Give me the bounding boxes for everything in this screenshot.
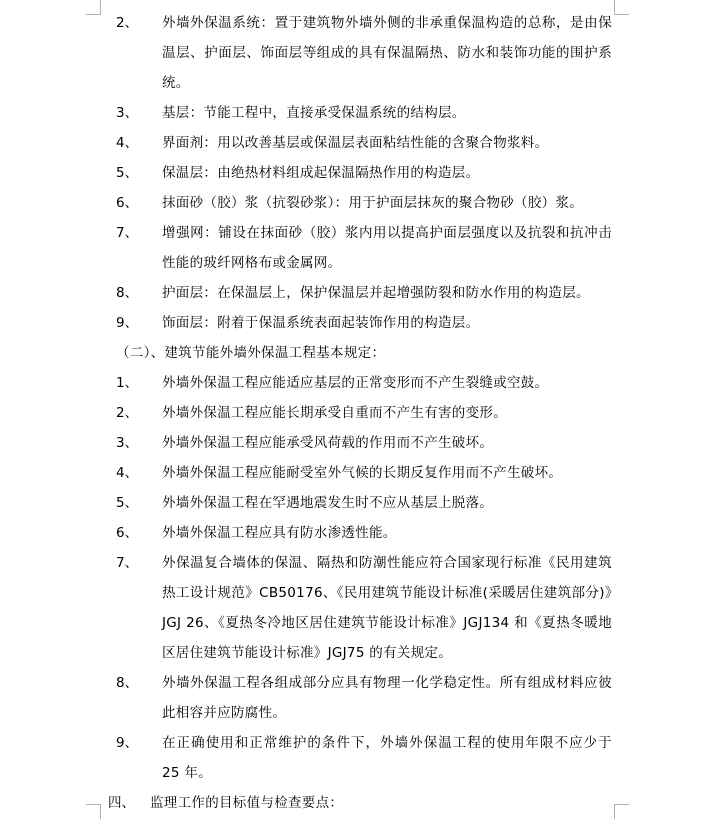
definition-text: 抹面砂（胶）浆（抗裂砂浆）：用于护面层抹灰的聚合物砂（胶）浆。 xyxy=(162,195,584,211)
definition-text: 外墙外保温系统：置于建筑物外墙外侧的非承重保温构造的总称，是由保温层、护面层、饰面层等组成的具有保温隔热、防水和装饰功能的围护系统。 xyxy=(162,15,612,91)
definition-number: 2、 xyxy=(116,15,139,31)
chapter-title: 监理工作的目标值与检查要点： xyxy=(150,795,344,811)
margin-mark-bottom-right xyxy=(614,804,629,819)
section-heading: （二）、建筑节能外墙外保温工程基本规定： xyxy=(116,345,386,361)
definition-text: 增强网：铺设在抹面砂（胶）浆内用以提高护面层强度以及抗裂和抗冲击性能的玻纤网格布或金属网。 xyxy=(162,225,612,271)
rule-number: 7、 xyxy=(116,555,139,571)
definition-number: 6、 xyxy=(116,195,139,211)
rule-text: 外墙外保温工程应能适应基层的正常变形而不产生裂缝或空鼓。 xyxy=(162,375,549,391)
definition-text: 饰面层：附着于保温系统表面起装饰作用的构造层。 xyxy=(162,315,480,331)
definition-number: 8、 xyxy=(116,285,139,301)
rule-text: 外墙外保温工程各组成部分应具有物理一化学稳定性。所有组成材料应彼此相容并应防腐性。 xyxy=(162,675,612,721)
definition-text: 保温层：由绝热材料组成起保温隔热作用的构造层。 xyxy=(162,165,480,181)
rule-text: 外墙外保温工程应能耐受室外气候的长期反复作用而不产生破坏。 xyxy=(162,465,563,481)
definition-text: 基层：节能工程中，直接承受保温系统的结构层。 xyxy=(162,105,466,121)
margin-mark-top-right xyxy=(614,0,629,15)
rule-number: 6、 xyxy=(116,525,139,541)
chapter-number: 四、 xyxy=(108,795,135,811)
rule-text: 外墙外保温工程应具有防水渗透性能。 xyxy=(162,525,397,541)
definition-number: 3、 xyxy=(116,105,139,121)
rule-text: 在正确使用和正常维护的条件下，外墙外保温工程的使用年限不应少于 25 年。 xyxy=(162,735,612,781)
rule-number: 9、 xyxy=(116,735,139,751)
definition-text: 界面剂：用以改善基层或保温层表面粘结性能的含聚合物浆料。 xyxy=(162,135,549,151)
rule-text: 外保温复合墙体的保温、隔热和防潮性能应符合国家现行标准《民用建筑热工设计规范》CB50176、《民用建筑节能设计标准(采暖居住建筑部分)》JGJ 26、《夏热冬冷地区居住建筑节能设计标准》JGJ134 和《夏热冬暖地区居住建筑节能设计标准》JGJ75 的有关规定。 xyxy=(162,555,612,661)
definition-number: 4、 xyxy=(116,135,139,151)
rule-number: 2、 xyxy=(116,405,139,421)
definition-number: 5、 xyxy=(116,165,139,181)
margin-mark-top-left xyxy=(86,0,101,15)
rule-number: 1、 xyxy=(116,375,139,391)
definition-number: 7、 xyxy=(116,225,139,241)
rule-text: 外墙外保温工程在罕遇地震发生时不应从基层上脱落。 xyxy=(162,495,494,511)
definition-number: 9、 xyxy=(116,315,139,331)
rule-text: 外墙外保温工程应能承受风荷载的作用而不产生破坏。 xyxy=(162,435,494,451)
rule-number: 8、 xyxy=(116,675,139,691)
rule-text: 外墙外保温工程应能长期承受自重而不产生有害的变形。 xyxy=(162,405,507,421)
margin-mark-bottom-left xyxy=(86,804,101,819)
rule-number: 4、 xyxy=(116,465,139,481)
rule-number: 3、 xyxy=(116,435,139,451)
rule-number: 5、 xyxy=(116,495,139,511)
definition-text: 护面层：在保温层上，保护保温层并起增强防裂和防水作用的构造层。 xyxy=(162,285,590,301)
